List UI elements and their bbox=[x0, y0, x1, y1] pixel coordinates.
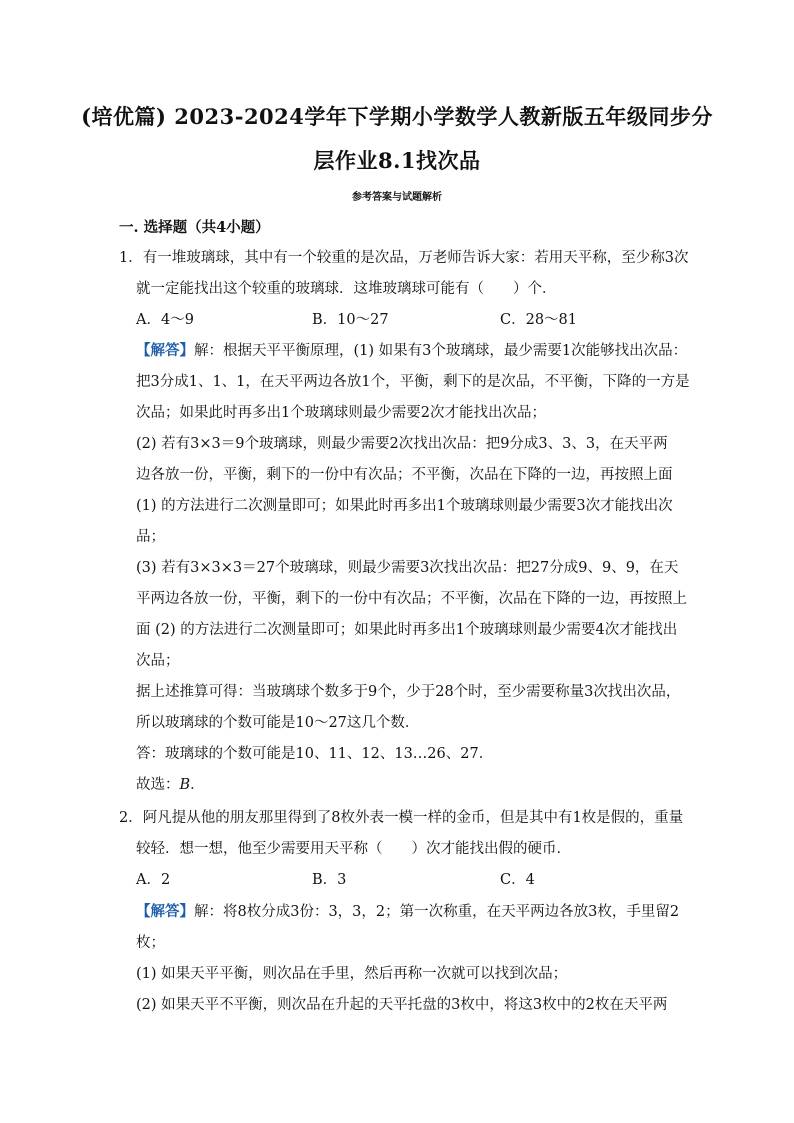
q1-answer-line9: 平两边各放一份，平衡，剩下的一份中有次品；不平衡，次品在下降的一边，再按照上 bbox=[136, 591, 687, 607]
section-heading: 一. 选择题（共4小题） bbox=[119, 219, 270, 236]
choice-letter: B bbox=[179, 777, 191, 793]
q1-answer-line8: (3) 若有3×3×3＝27个玻璃球，则最少需要3次找出次品：把27分成9、9、9，在天 bbox=[136, 560, 679, 576]
q1-option-b: B．10～27 bbox=[312, 312, 389, 328]
q1-answer-line11: 次品； bbox=[136, 653, 180, 669]
q1-answer-line3: 次品；如果此时再多出1个玻璃球则最少需要2次才能找出次品； bbox=[136, 405, 546, 421]
answer-tag: 【解答】 bbox=[136, 342, 194, 359]
page-title-continued: 层作业8.1找次品 bbox=[313, 148, 481, 173]
q1-answer-line7: 品； bbox=[136, 529, 165, 545]
q2-option-b: B．3 bbox=[312, 872, 347, 888]
q1-answer-line6: (1) 的方法进行二次测量即可；如果此时再多出1个玻璃球则最少需要3次才能找出次 bbox=[136, 498, 673, 514]
q1-answer-line1 bbox=[136, 341, 687, 361]
q1-option-a: A．4～9 bbox=[136, 312, 194, 328]
q2-stem-line1: 2．阿凡提从他的朋友那里得到了8枚外表一模一样的金币，但是其中有1枚是假的，重量 bbox=[119, 810, 684, 826]
q1-answer-line12: 据上述推算可得：当玻璃球个数多于9个，少于28个时，至少需要称量3次找出次品， bbox=[136, 684, 681, 700]
page-title: (培优篇) 2023-2024学年下学期小学数学人教新版五年级同步分 bbox=[81, 104, 713, 129]
q1-answer-line5: 边各放一份，平衡，剩下的一份中有次品；不平衡，次品在下降的一边，再按照上面 bbox=[136, 467, 673, 483]
q2-answer-line4: (2) 如果天平不平衡，则次品在升起的天平托盘的3枚中，将这3枚中的2枚在天平两 bbox=[136, 997, 668, 1013]
q2-answer-line1 bbox=[136, 902, 679, 922]
q1-choice bbox=[136, 775, 205, 795]
page-subtitle: 参考答案与试题解析 bbox=[352, 192, 442, 203]
q2-answer-line3: (1) 如果天平平衡，则次品在手里，然后再称一次就可以找到次品； bbox=[136, 966, 568, 982]
q2-answer-line2: 枚； bbox=[136, 935, 165, 951]
q1-stem-line1: 1．有一堆玻璃球，其中有一个较重的是次品，万老师告诉大家：若用天平称，至少称3次 bbox=[119, 250, 689, 266]
q1-answer-line10: 面 (2) 的方法进行二次测量即可；如果此时再多出1个玻璃球则最少需要4次才能找出 bbox=[136, 622, 678, 638]
q1-stem-line2: 就一定能找出这个较重的玻璃球．这堆玻璃球可能有（ ）个． bbox=[136, 281, 557, 297]
answer-text: 解：将8枚分成3份：3，3，2；第一次称重，在天平两边各放3枚，手里留2 bbox=[194, 904, 680, 920]
q1-answer-line4: (2) 若有3×3＝9个玻璃球，则最少需要2次找出次品：把9分成3、3、3，在天平两 bbox=[136, 436, 668, 452]
answer-tag: 【解答】 bbox=[136, 903, 194, 920]
q2-option-a: A．2 bbox=[136, 872, 171, 888]
q1-answer-line14: 答：玻璃球的个数可能是10、11、12、13…26、27． bbox=[136, 746, 494, 762]
choice-prefix: 故选： bbox=[136, 777, 180, 793]
q1-answer-line2: 把3分成1、1、1，在天平两边各放1个，平衡，剩下的是次品，不平衡，下降的一方是 bbox=[136, 374, 690, 390]
q1-answer-line13: 所以玻璃球的个数可能是10～27这几个数． bbox=[136, 715, 420, 731]
q1-option-c: C．28～81 bbox=[500, 312, 577, 328]
answer-text: 解：根据天平平衡原理，(1) 如果有3个玻璃球，最少需要1次能够找出次品： bbox=[194, 343, 688, 359]
q2-option-c: C．4 bbox=[500, 872, 535, 888]
q2-stem-line2: 较轻．想一想，他至少需要用天平称（ ）次才能找出假的硬币． bbox=[136, 841, 571, 857]
choice-suffix: ． bbox=[190, 777, 205, 793]
